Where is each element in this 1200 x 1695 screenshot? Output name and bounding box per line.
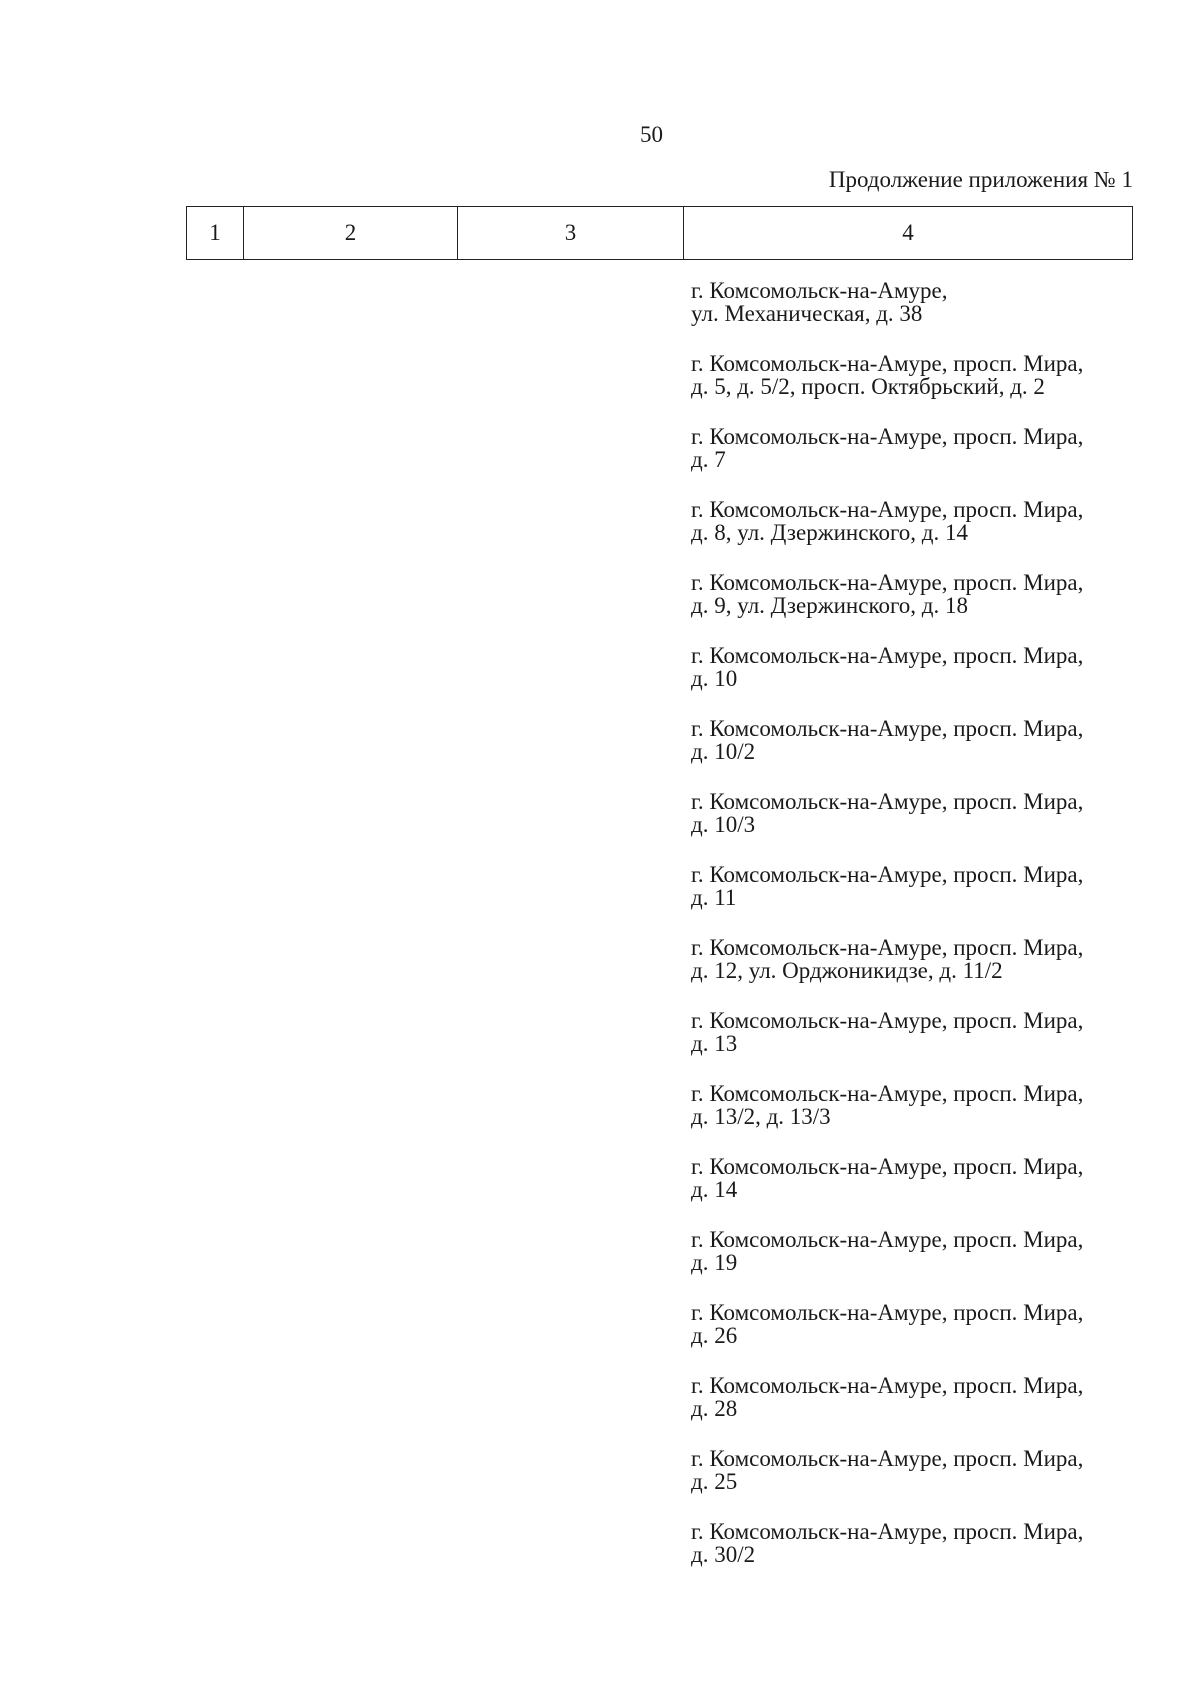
column-number-3: 3 xyxy=(458,207,684,260)
appendix-continuation-label: Продолжение приложения № 1 xyxy=(828,167,1133,192)
column-number-4: 4 xyxy=(684,207,1133,260)
column-number-header-table xyxy=(186,206,1133,260)
address-item: г. Комсомольск-на-Амуре, просп. Мира, д. 10/3 xyxy=(691,789,1084,837)
address-item: г. Комсомольск-на-Амуре, просп. Мира, д. 30/2 xyxy=(691,1519,1084,1567)
address-item: г. Комсомольск-на-Амуре, просп. Мира, д. 19 xyxy=(691,1227,1084,1275)
address-item: г. Комсомольск-на-Амуре, просп. Мира, д. 13 xyxy=(691,1008,1084,1056)
address-item: г. Комсомольск-на-Амуре, просп. Мира, д. 12, ул. Орджоникидзе, д. 11/2 xyxy=(691,935,1084,983)
address-item: г. Комсомольск-на-Амуре, просп. Мира, д. 5, д. 5/2, просп. Октябрьский, д. 2 xyxy=(691,351,1084,399)
address-item: г. Комсомольск-на-Амуре, просп. Мира, д. 25 xyxy=(691,1446,1084,1494)
column-number-1: 1 xyxy=(187,207,244,260)
address-item: г. Комсомольск-на-Амуре, просп. Мира, д. 26 xyxy=(691,1300,1084,1348)
address-item: г. Комсомольск-на-Амуре, просп. Мира, д. 9, ул. Дзержинского, д. 18 xyxy=(691,570,1084,618)
address-item: г. Комсомольск-на-Амуре, просп. Мира, д. 13/2, д. 13/3 xyxy=(691,1081,1084,1129)
address-list xyxy=(691,279,1141,1593)
column-number-2: 2 xyxy=(244,207,458,260)
address-item: г. Комсомольск-на-Амуре, просп. Мира, д. 10/2 xyxy=(691,716,1084,764)
address-item: г. Комсомольск-на-Амуре, просп. Мира, д. 8, ул. Дзержинского, д. 14 xyxy=(691,497,1084,545)
header-row xyxy=(187,207,1133,260)
address-item: г. Комсомольск-на-Амуре, просп. Мира, д. 14 xyxy=(691,1154,1084,1202)
page-number: 50 xyxy=(640,122,663,147)
address-item: г. Комсомольск-на-Амуре, просп. Мира, д. 7 xyxy=(691,424,1084,472)
address-item: г. Комсомольск-на-Амуре, просп. Мира, д. 10 xyxy=(691,643,1084,691)
address-item: г. Комсомольск-на-Амуре, просп. Мира, д. 28 xyxy=(691,1373,1084,1421)
address-item: г. Комсомольск-на-Амуре, ул. Механическая, д. 38 xyxy=(691,278,948,326)
address-item: г. Комсомольск-на-Амуре, просп. Мира, д. 11 xyxy=(691,862,1084,910)
